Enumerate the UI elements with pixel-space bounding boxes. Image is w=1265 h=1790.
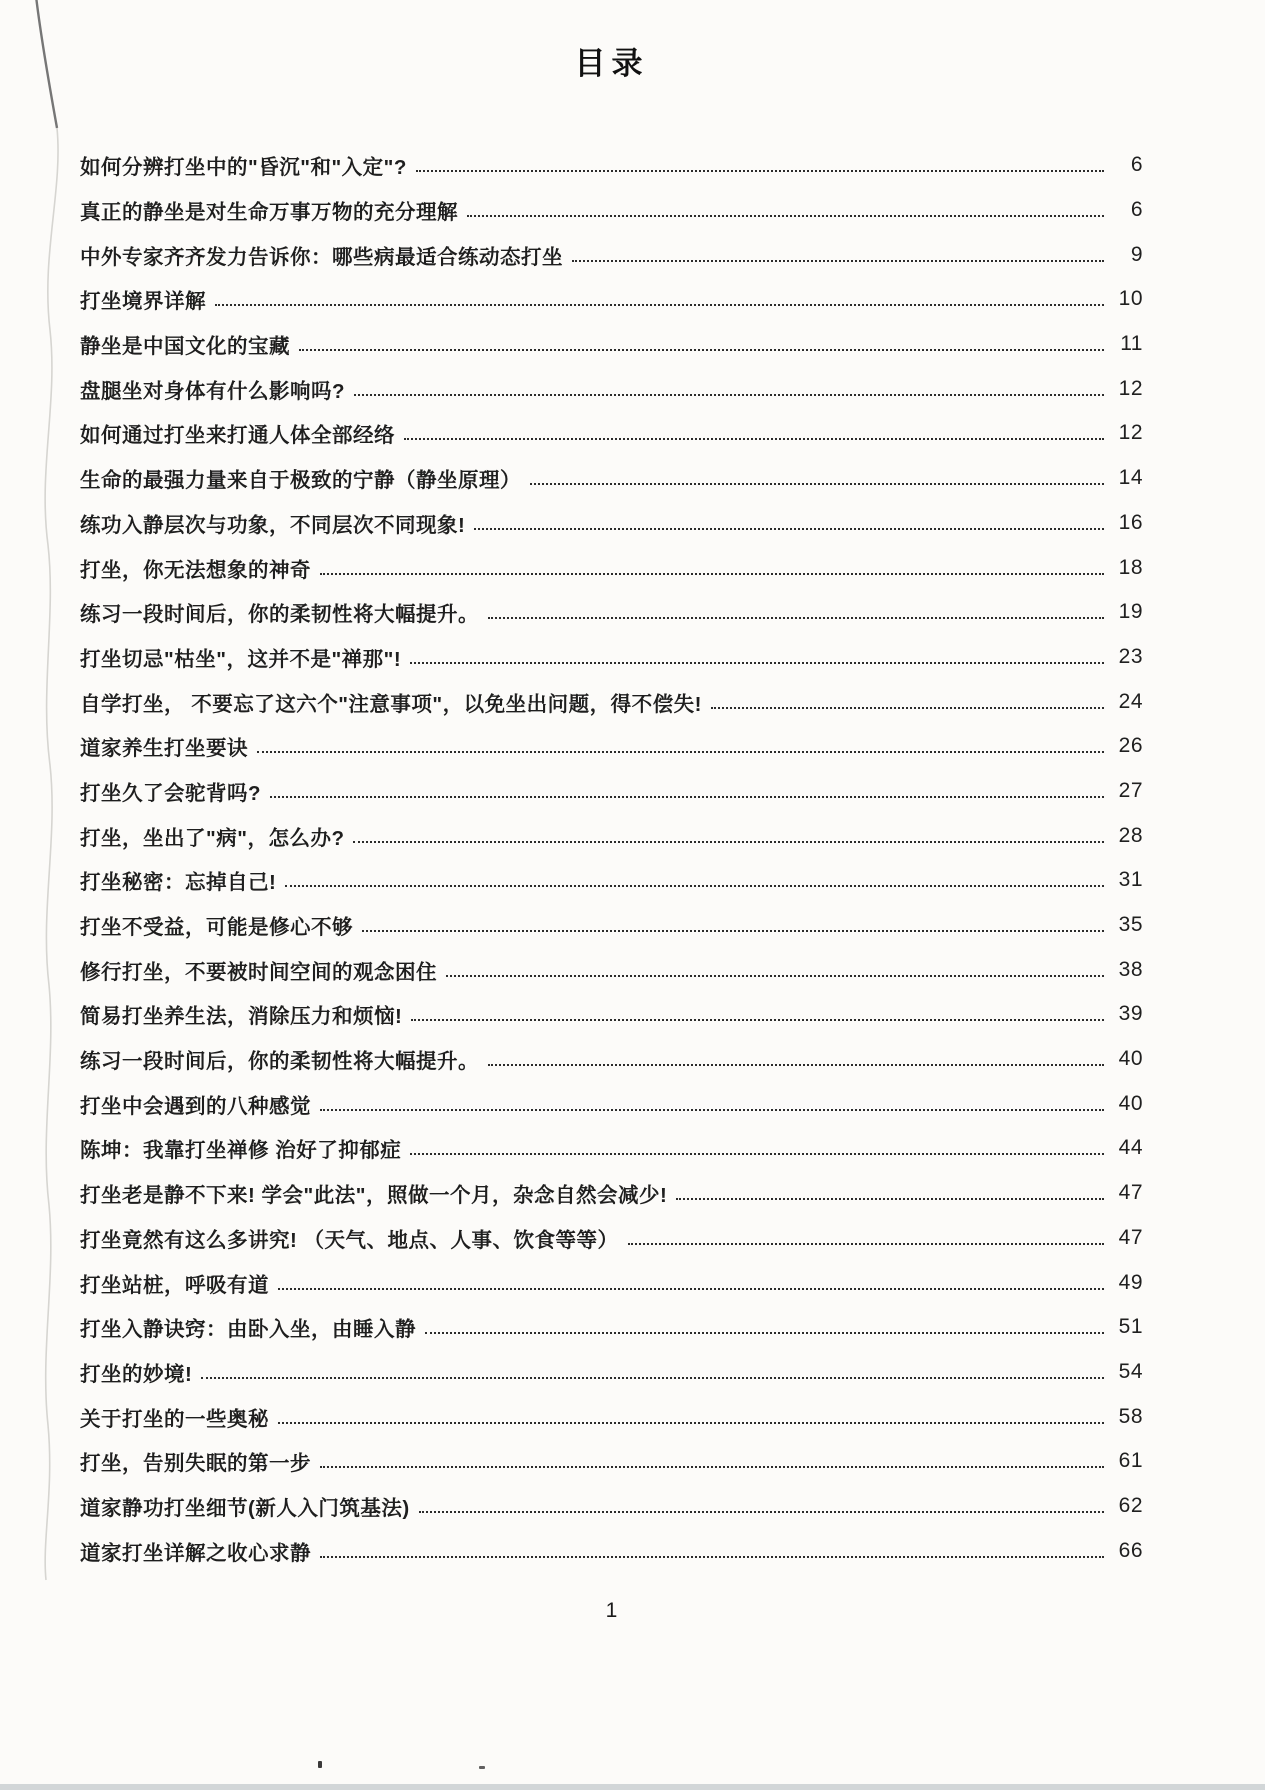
toc-entry: [80, 992, 1143, 1037]
dotted-leader: [467, 215, 1104, 217]
toc-entry-page-number: 28: [1118, 823, 1143, 847]
toc-entry-title: 道家打坐详解之收心求静: [80, 1541, 311, 1565]
toc-entry-page-number: 18: [1118, 555, 1143, 579]
toc-entry-title: 打坐久了会驼背吗?: [80, 781, 262, 805]
toc-entry: [80, 1528, 1143, 1573]
toc-entry: [80, 635, 1143, 680]
toc-entry-title: 打坐老是静不下来! 学会"此法"，照做一个月，杂念自然会减少!: [80, 1184, 668, 1208]
dotted-leader: [676, 1198, 1104, 1200]
toc-entry-page-number: 49: [1118, 1270, 1143, 1294]
toc-entry-page-number: 66: [1118, 1538, 1143, 1562]
toc-entry-title: 打坐，告别失眠的第一步: [80, 1452, 311, 1476]
toc-entry: [80, 1171, 1143, 1216]
toc-entry-page-number: 19: [1118, 600, 1143, 624]
toc-entry: [80, 501, 1143, 546]
dotted-leader: [320, 1556, 1104, 1558]
dotted-leader: [404, 438, 1104, 440]
toc-entry-page-number: 11: [1120, 332, 1143, 356]
toc-entry-title: 修行打坐，不要被时间空间的观念困住: [80, 960, 437, 984]
toc-entry: [80, 813, 1143, 858]
toc-entry: [80, 1394, 1143, 1439]
toc-entry-title: 静坐是中国文化的宝藏: [80, 335, 290, 359]
toc-entry-page-number: 26: [1118, 734, 1143, 758]
toc-entry-title: 打坐境界详解: [80, 290, 206, 314]
toc-entry: [80, 1126, 1143, 1171]
toc-entry: [80, 1350, 1143, 1395]
toc-entry-title: 练习一段时间后，你的柔韧性将大幅提升。: [80, 603, 479, 627]
toc-entry: [80, 322, 1143, 367]
dotted-leader: [488, 1064, 1104, 1066]
dotted-leader: [354, 394, 1104, 396]
toc-entry-title: 如何分辨打坐中的"昏沉"和"入定"?: [80, 156, 407, 180]
dotted-leader: [530, 483, 1104, 485]
dotted-leader: [270, 796, 1104, 798]
toc-entry-page-number: 27: [1118, 778, 1143, 802]
toc-entry-page-number: 40: [1118, 1047, 1143, 1071]
dotted-leader: [419, 1511, 1104, 1513]
dotted-leader: [711, 707, 1104, 709]
toc-entry-page-number: 54: [1118, 1359, 1143, 1383]
toc-entry-title: 打坐，你无法想象的神奇: [80, 558, 311, 582]
dotted-leader: [278, 1288, 1104, 1290]
toc-entry-page-number: 16: [1118, 510, 1143, 534]
toc-entry: [80, 1037, 1143, 1082]
toc-entry-page-number: 12: [1118, 376, 1143, 400]
toc-entry-title: 打坐竟然有这么多讲究! （天气、地点、人事、饮食等等）: [80, 1228, 619, 1252]
toc-entry: [80, 232, 1143, 277]
toc-entry-title: 打坐入静诀窍：由卧入坐，由睡入静: [80, 1318, 416, 1342]
dotted-leader: [201, 1377, 1104, 1379]
toc-entry: [80, 277, 1143, 322]
toc-entry: [80, 545, 1143, 590]
dotted-leader: [410, 1153, 1104, 1155]
toc-entry: [80, 679, 1143, 724]
toc-entry: [80, 724, 1143, 769]
toc-entry-title: 道家养生打坐要诀: [80, 737, 248, 761]
content-area: [80, 0, 1143, 1623]
toc-entry: [80, 366, 1143, 411]
scan-speck: [318, 1761, 322, 1768]
toc-entry-page-number: 6: [1130, 153, 1143, 177]
toc-entry: [80, 903, 1143, 948]
dotted-leader: [362, 930, 1104, 932]
toc-list: [80, 143, 1143, 1573]
toc-entry: [80, 769, 1143, 814]
toc-entry-title: 打坐的妙境!: [80, 1362, 193, 1386]
toc-entry-page-number: 12: [1118, 421, 1143, 445]
bottom-scan-edge: [0, 1784, 1265, 1790]
toc-entry-title: 练功入静层次与功象，不同层次不同现象!: [80, 513, 466, 537]
dotted-leader: [411, 1019, 1104, 1021]
toc-entry-page-number: 38: [1118, 957, 1143, 981]
dotted-leader: [425, 1332, 1104, 1334]
toc-entry-page-number: 31: [1118, 868, 1143, 892]
toc-entry-title: 自学打坐， 不要忘了这六个"注意事项"，以免坐出问题，得不偿失!: [80, 692, 702, 716]
toc-entry-page-number: 10: [1118, 287, 1143, 311]
toc-entry-title: 打坐站桩，呼吸有道: [80, 1273, 269, 1297]
toc-entry-page-number: 47: [1118, 1181, 1143, 1205]
toc-entry-title: 打坐秘密：忘掉自己!: [80, 871, 277, 895]
toc-entry: [80, 858, 1143, 903]
dotted-leader: [299, 349, 1104, 351]
dotted-leader: [215, 304, 1104, 306]
toc-entry-title: 中外专家齐齐发力告诉你：哪些病最适合练动态打坐: [80, 245, 563, 269]
toc-entry: [80, 1216, 1143, 1261]
toc-entry-page-number: 6: [1130, 198, 1143, 222]
dotted-leader: [416, 170, 1104, 172]
toc-entry: [80, 1081, 1143, 1126]
toc-entry-title: 生命的最强力量来自于极致的宁静（静坐原理）: [80, 469, 521, 493]
dotted-leader: [488, 617, 1104, 619]
toc-entry-title: 真正的静坐是对生命万事万物的充分理解: [80, 201, 458, 225]
toc-entry: [80, 411, 1143, 456]
dotted-leader: [410, 662, 1104, 664]
toc-entry: [80, 143, 1143, 188]
toc-entry: [80, 188, 1143, 233]
toc-entry-page-number: 39: [1118, 1002, 1143, 1026]
toc-entry-page-number: 62: [1118, 1493, 1143, 1517]
toc-entry-title: 道家静功打坐细节(新人入门筑基法): [80, 1496, 410, 1520]
dotted-leader: [446, 975, 1104, 977]
dotted-leader: [572, 260, 1104, 262]
dotted-leader: [474, 528, 1104, 530]
toc-entry: [80, 1260, 1143, 1305]
toc-entry-title: 如何通过打坐来打通人体全部经络: [80, 424, 395, 448]
dotted-leader: [320, 573, 1104, 575]
toc-entry: [80, 1439, 1143, 1484]
dotted-leader: [320, 1466, 1104, 1468]
toc-entry-page-number: 24: [1118, 689, 1143, 713]
toc-entry-page-number: 23: [1118, 644, 1143, 668]
dotted-leader: [285, 885, 1104, 887]
toc-entry: [80, 590, 1143, 635]
toc-entry: [80, 1305, 1143, 1350]
scan-speck: [479, 1766, 485, 1769]
toc-entry-page-number: 47: [1118, 1225, 1143, 1249]
toc-entry-title: 关于打坐的一些奥秘: [80, 1407, 269, 1431]
toc-entry: [80, 1484, 1143, 1529]
toc-entry-page-number: 44: [1118, 1136, 1143, 1160]
toc-entry-page-number: 40: [1118, 1091, 1143, 1115]
toc-entry-title: 简易打坐养生法，消除压力和烦恼!: [80, 1005, 403, 1029]
dotted-leader: [257, 751, 1104, 753]
toc-entry-page-number: 51: [1118, 1315, 1143, 1339]
toc-entry-page-number: 58: [1118, 1404, 1143, 1428]
toc-entry-title: 练习一段时间后，你的柔韧性将大幅提升。: [80, 1050, 479, 1074]
footer-page-number: 1: [605, 1599, 618, 1622]
page-title: 目录: [574, 46, 649, 81]
dotted-leader: [320, 1109, 1104, 1111]
toc-entry-title: 打坐，坐出了"病"，怎么办?: [80, 826, 345, 850]
toc-entry-page-number: 35: [1118, 913, 1143, 937]
dotted-leader: [353, 841, 1104, 843]
dotted-leader: [628, 1243, 1104, 1245]
toc-entry-title: 打坐切忌"枯坐"，这并不是"禅那"!: [80, 647, 402, 671]
dotted-leader: [278, 1422, 1104, 1424]
toc-entry-title: 打坐不受益，可能是修心不够: [80, 916, 353, 940]
toc-entry-title: 陈坤：我靠打坐禅修 治好了抑郁症: [80, 1139, 402, 1163]
toc-entry-page-number: 9: [1130, 242, 1143, 266]
toc-entry: [80, 456, 1143, 501]
toc-entry-page-number: 61: [1118, 1449, 1143, 1473]
toc-entry-title: 打坐中会遇到的八种感觉: [80, 1094, 311, 1118]
toc-entry-page-number: 14: [1118, 466, 1143, 490]
toc-entry: [80, 947, 1143, 992]
toc-entry-title: 盘腿坐对身体有什么影响吗?: [80, 379, 346, 403]
